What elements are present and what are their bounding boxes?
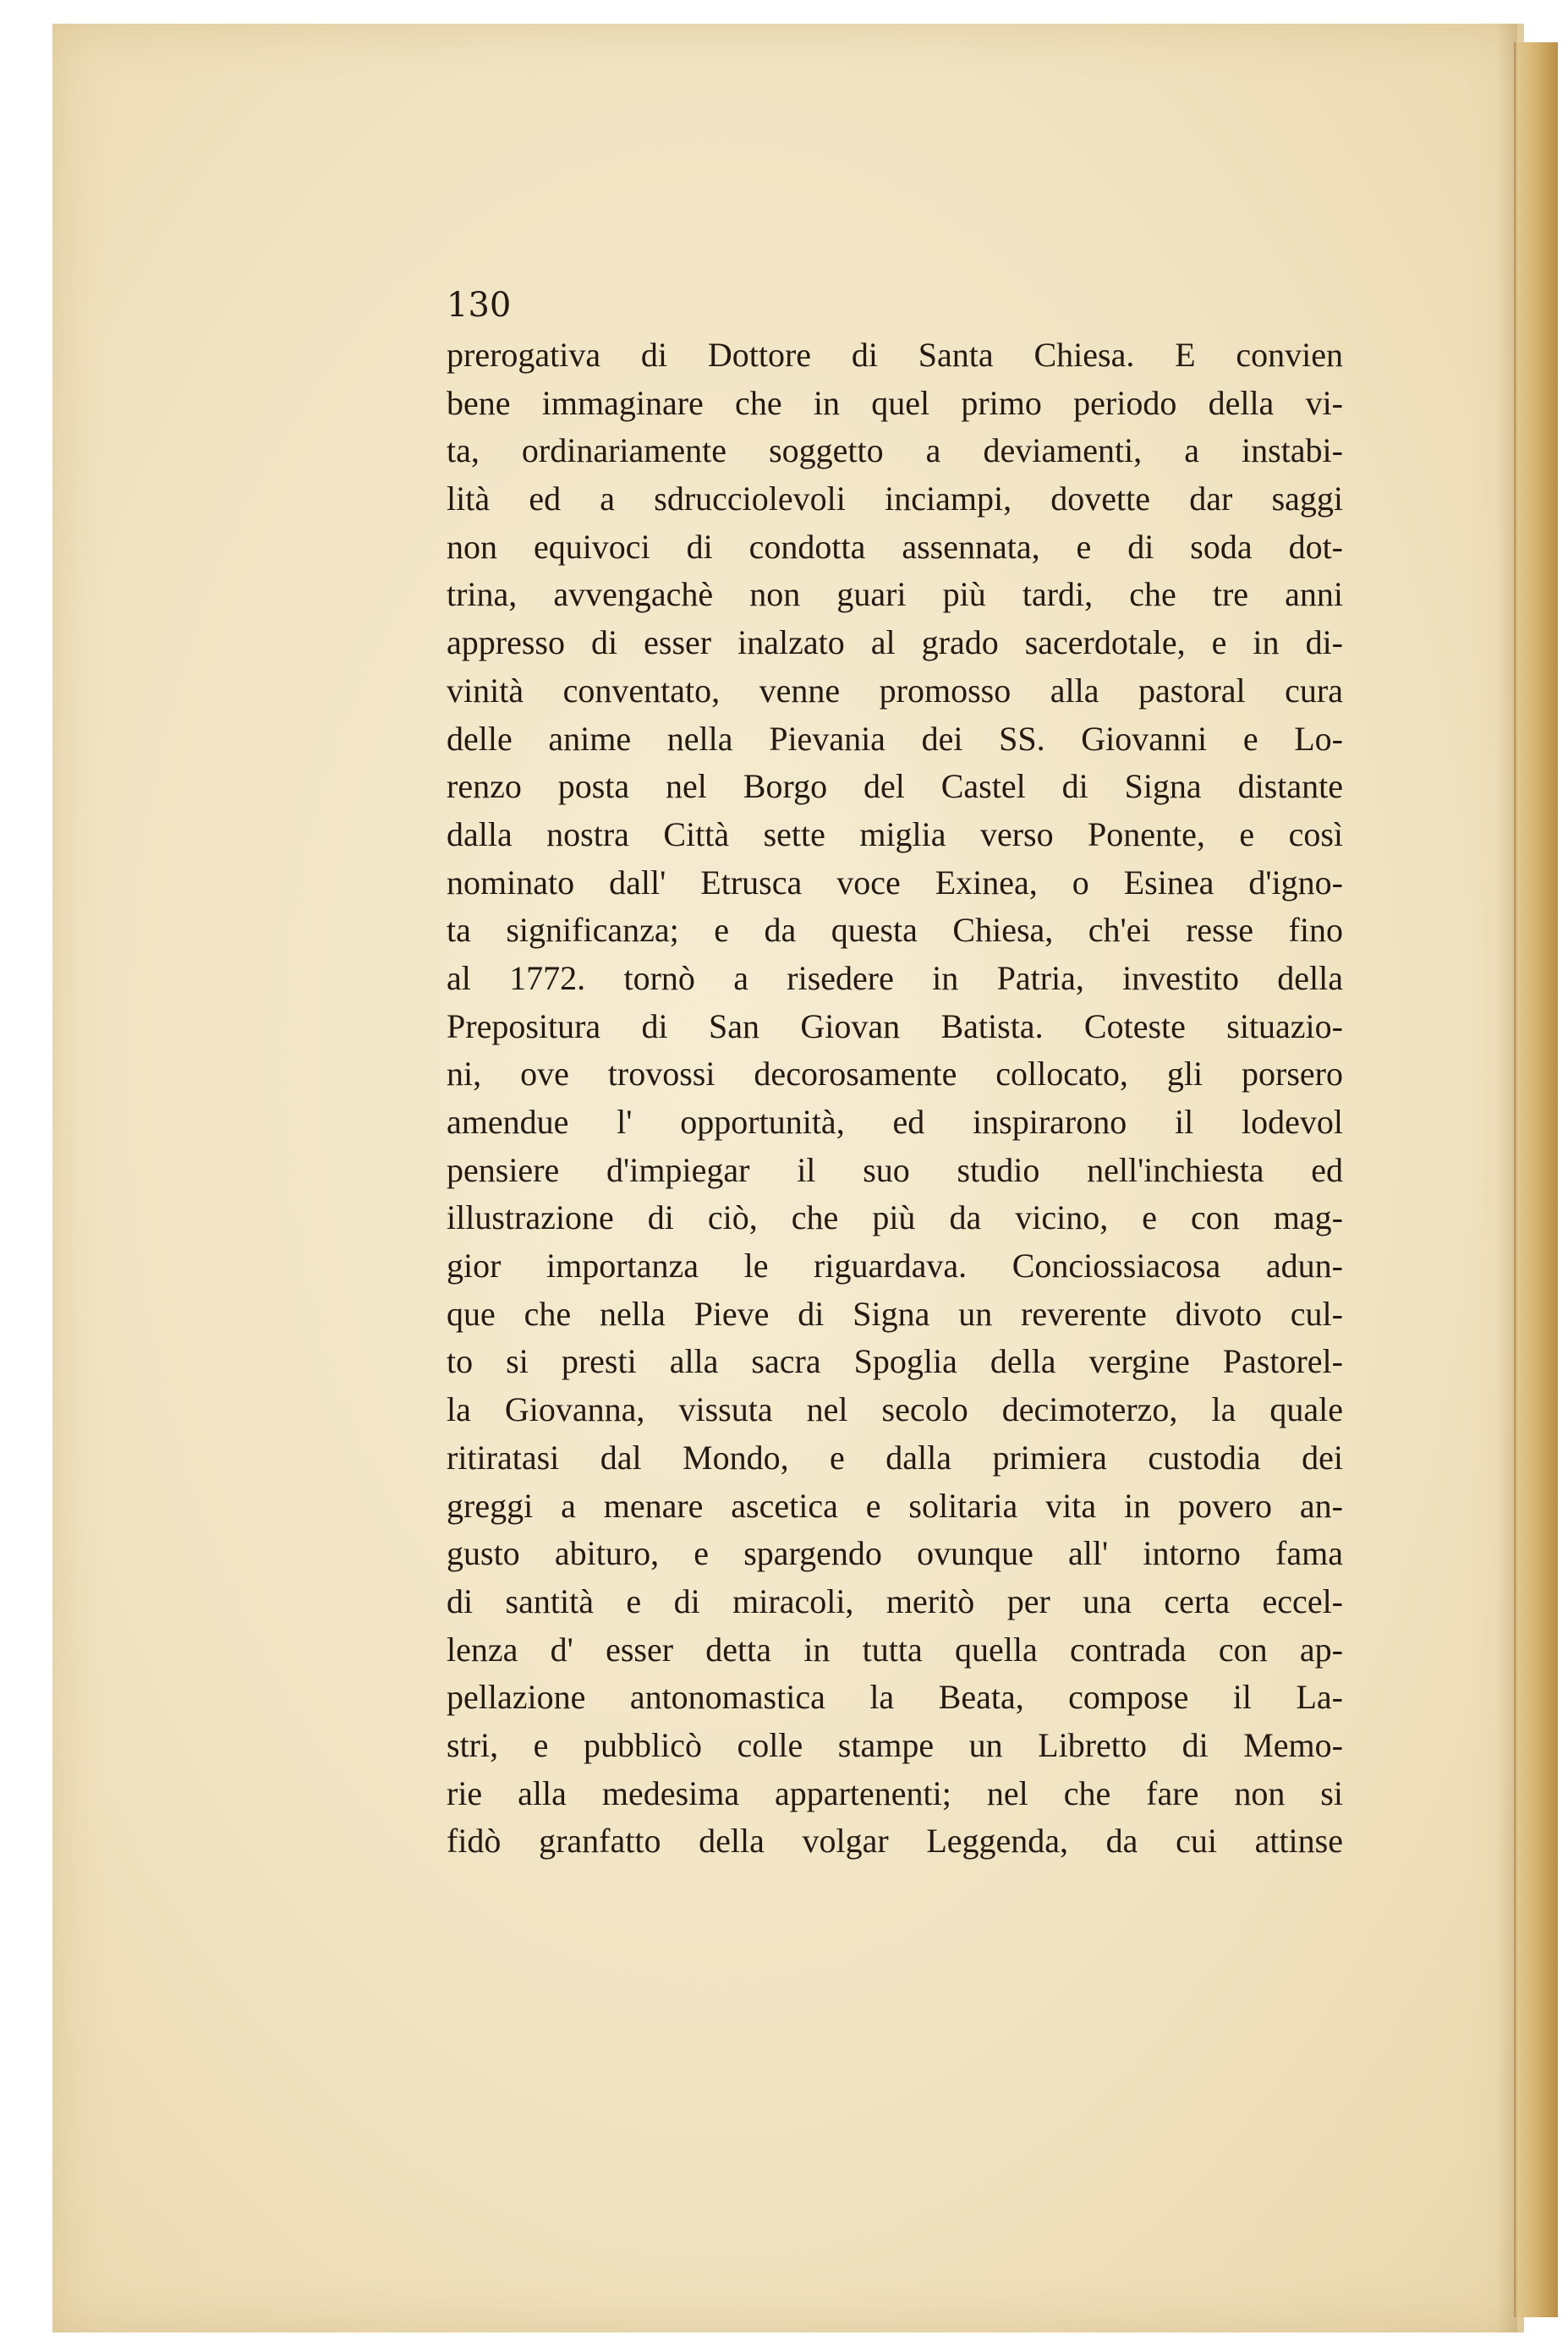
text-line: appresso di esser inalzato al grado sacerdotale, e in di- bbox=[447, 623, 1343, 662]
text-line: al 1772. tornò a risedere in Patria, investito della bbox=[447, 958, 1343, 997]
text-line: Prepositura di San Giovan Batista. Coteste situazio- bbox=[447, 1006, 1343, 1045]
page-number: 130 bbox=[447, 286, 512, 325]
text-line: dalla nostra Città sette miglia verso Ponente, e così bbox=[447, 814, 1343, 853]
text-line: trina, avvengachè non guari più tardi, che tre anni bbox=[447, 575, 1343, 614]
text-line: ta significanza; e da questa Chiesa, ch'ei resse fino bbox=[447, 911, 1343, 950]
text-line: renzo posta nel Borgo del Castel di Signa distante bbox=[447, 767, 1343, 806]
body-text bbox=[447, 332, 1343, 1866]
fold-shadow bbox=[1497, 24, 1517, 2332]
text-line: gusto abituro, e spargendo ovunque all' intorno fama bbox=[447, 1534, 1343, 1573]
text-line: di santità e di miracoli, meritò per una certa eccel- bbox=[447, 1581, 1343, 1620]
text-line: non equivoci di condotta assennata, e di soda dot- bbox=[447, 527, 1343, 566]
text-line: lenza d' esser detta in tutta quella contrada con ap- bbox=[447, 1630, 1343, 1669]
text-line: la Giovanna, vissuta nel secolo decimoterzo, la quale bbox=[447, 1390, 1343, 1429]
text-line: amendue l' opportunità, ed inspirarono il lodevol bbox=[447, 1103, 1343, 1141]
text-line: ni, ove trovossi decorosamente collocato, gli porsero bbox=[447, 1055, 1343, 1094]
text-line: delle anime nella Pievania dei SS. Giovanni e Lo- bbox=[447, 719, 1343, 758]
text-line: que che nella Pieve di Signa un reverente divoto cul- bbox=[447, 1294, 1343, 1333]
text-line: greggi a menare ascetica e solitaria vita in povero an- bbox=[447, 1486, 1343, 1525]
text-line: ta, ordinariamente soggetto a deviamenti, a instabi- bbox=[447, 431, 1343, 470]
text-line: stri, e pubblicò colle stampe un Libretto di Memo- bbox=[447, 1725, 1343, 1764]
text-line: pellazione antonomastica la Beata, compose il La- bbox=[447, 1678, 1343, 1717]
text-line: pensiere d'impiegar il suo studio nell'inchiesta ed bbox=[447, 1150, 1343, 1189]
text-line: bene immaginare che in quel primo periodo della vi- bbox=[447, 383, 1343, 422]
text-line: nominato dall' Etrusca voce Exinea, o Esinea d'igno- bbox=[447, 863, 1343, 902]
text-line: prerogativa di Dottore di Santa Chiesa. E convien bbox=[447, 336, 1343, 374]
text-line: rie alla medesima appartenenti; nel che fare non si bbox=[447, 1773, 1343, 1812]
text-line: to si presti alla sacra Spoglia della vergine Pastorel- bbox=[447, 1342, 1343, 1381]
text-line: vinità conventato, venne promosso alla pastoral cura bbox=[447, 671, 1343, 710]
text-line: ritiratasi dal Mondo, e dalla primiera custodia dei bbox=[447, 1438, 1343, 1477]
text-line: gior importanza le riguardava. Conciossiacosa adun- bbox=[447, 1247, 1343, 1285]
text-line: illustrazione di ciò, che più da vicino, e con mag- bbox=[447, 1198, 1343, 1237]
page-edge bbox=[1514, 42, 1558, 2317]
text-line: lità ed a sdrucciolevoli inciampi, dovette dar saggi bbox=[447, 480, 1343, 518]
text-line: fidò granfatto della volgar Leggenda, da cui attinse bbox=[447, 1822, 1343, 1861]
